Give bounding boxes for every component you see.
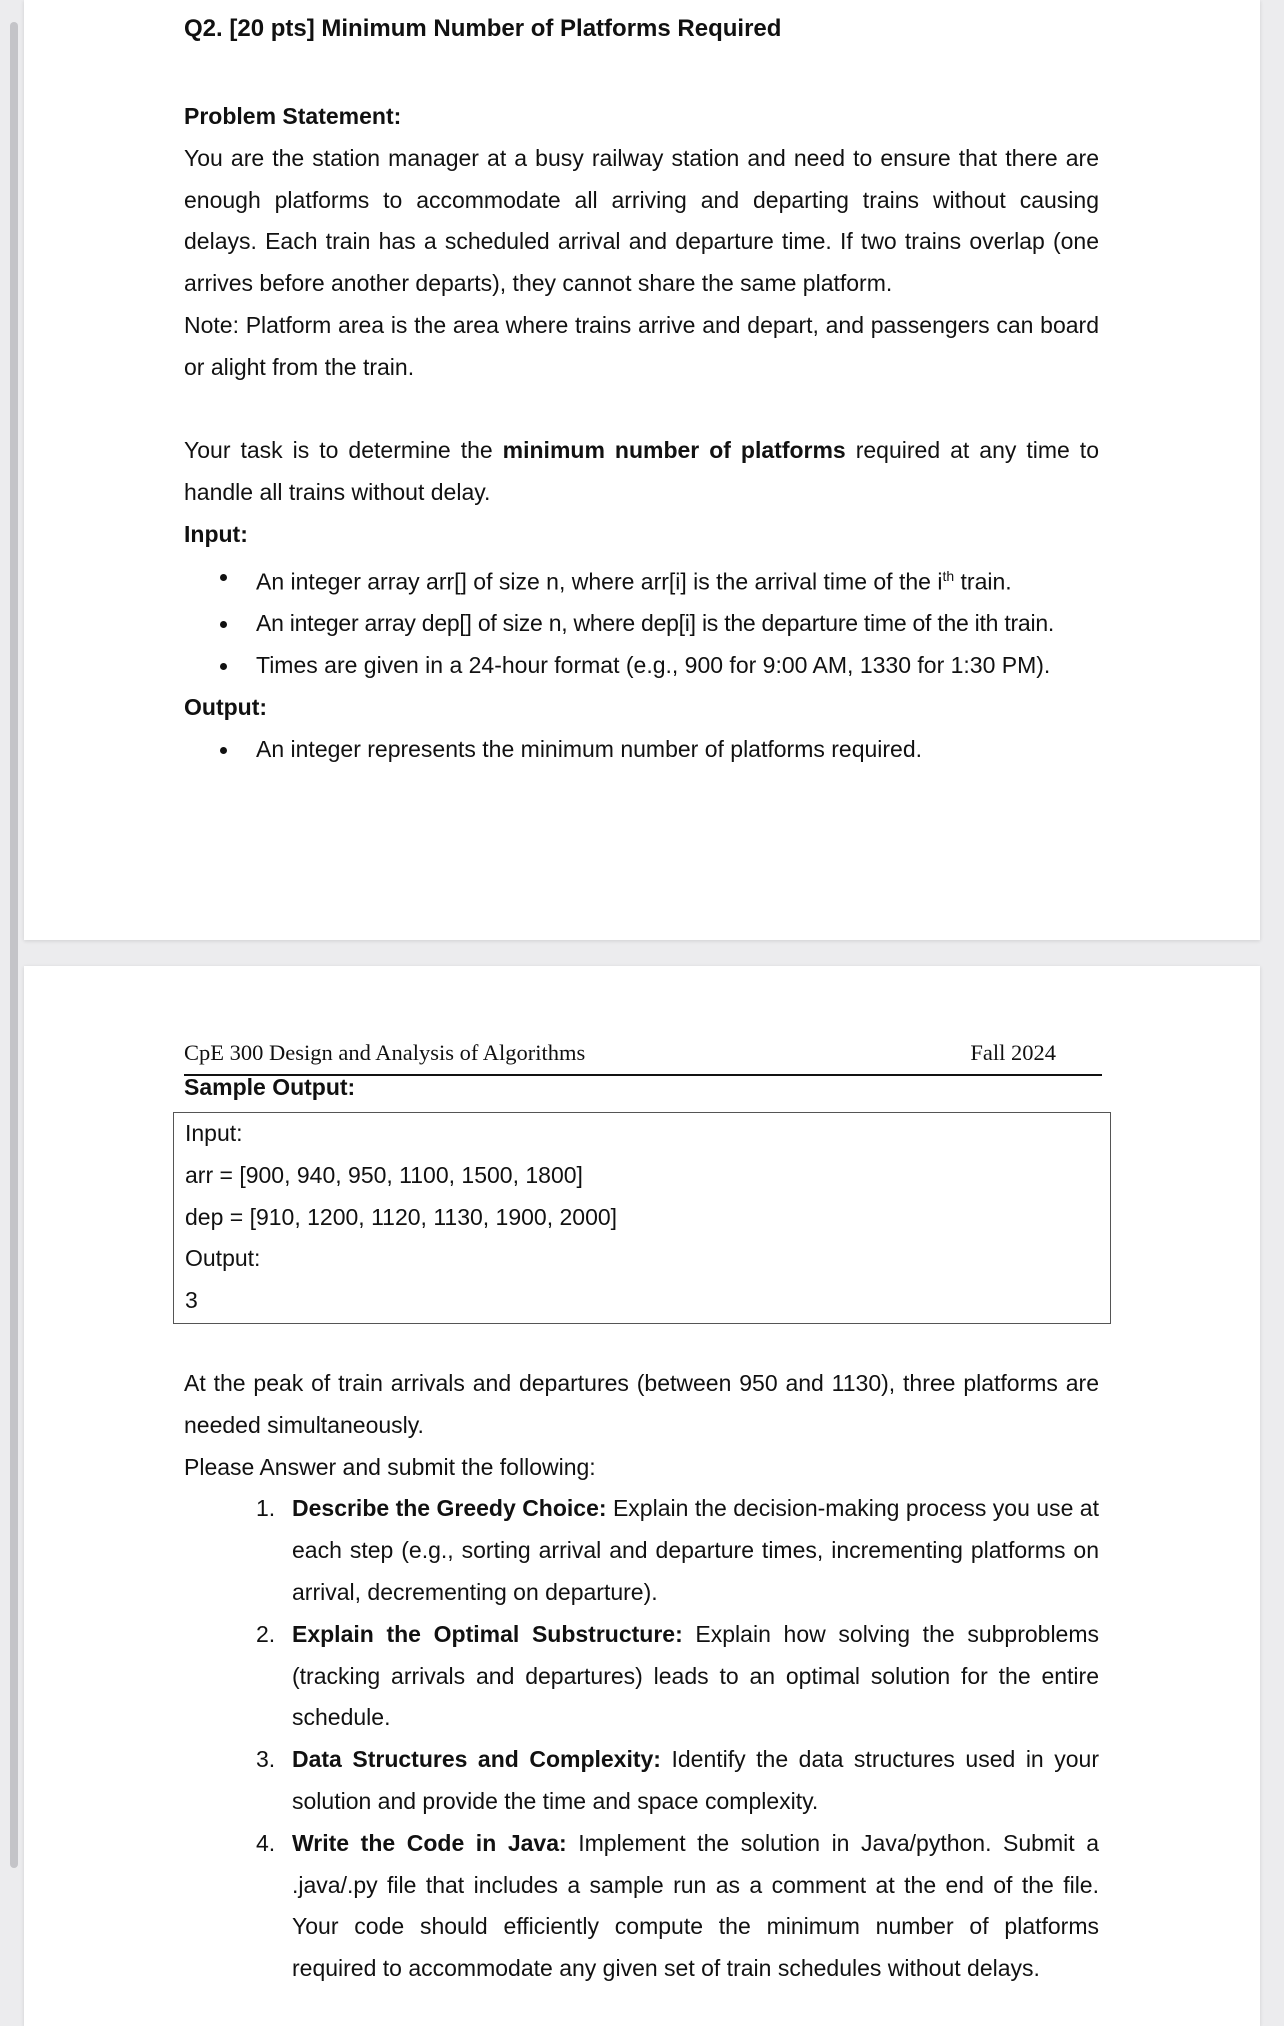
task-item-1 xyxy=(184,1488,1099,1613)
problem-statement-heading: Problem Statement: xyxy=(184,103,402,129)
sample-box xyxy=(173,1112,1111,1324)
task-prefix: Your task is to determine the xyxy=(184,437,503,464)
sample-output-heading: Sample Output: xyxy=(184,1074,356,1100)
input-heading: Input: xyxy=(184,520,248,547)
output-heading: Output: xyxy=(184,693,268,720)
input-bullet-2 xyxy=(184,603,1099,645)
term: Fall 2024 xyxy=(970,1040,1056,1065)
input-bullet-1 xyxy=(184,556,1099,603)
task-description: Identify the data structures used in your solution and provide the time and space complexity. xyxy=(292,1746,1099,1814)
bullet-icon xyxy=(220,574,227,581)
task-bold-label: Explain the Optimal Substructure: xyxy=(292,1620,683,1647)
sample-input-label: Input: xyxy=(185,1120,243,1146)
input-bullet-3-text: Times are given in a 24-hour format (e.g., 900 for 9:00 AM, 1330 for 1:30 PM). xyxy=(256,652,1051,679)
task-text xyxy=(292,1739,1099,1823)
task-list xyxy=(184,1488,1099,1990)
task-bold-label: Write the Code in Java: xyxy=(292,1829,567,1856)
task-bold: minimum number of platforms xyxy=(502,437,846,464)
task-number: 3. xyxy=(256,1746,276,1773)
output-bullet-list xyxy=(184,729,1099,771)
input-bullet-1-text: An integer array arr[] of size n, where arr[i] is the arrival time of the i xyxy=(256,568,943,595)
task-suffix: required at any time to handle all trains without delay. xyxy=(184,437,1099,506)
platform-note: Note: Platform area is the area where trains arrive and depart, and passengers can board or alight from the train. xyxy=(184,311,1099,380)
document-page-1 xyxy=(24,0,1260,940)
task-item-2 xyxy=(184,1614,1099,1739)
task-item-4 xyxy=(184,1823,1099,1990)
superscript-th: th xyxy=(942,567,955,584)
task-bold-label: Data Structures and Complexity: xyxy=(292,1746,661,1773)
question-title: Q2. [20 pts] Minimum Number of Platforms Required xyxy=(184,15,782,42)
document-page-2 xyxy=(24,966,1260,2026)
output-bullet-1-text: An integer represents the minimum number of platforms required. xyxy=(256,735,923,762)
task-text xyxy=(292,1823,1099,1990)
task-text xyxy=(292,1488,1099,1613)
sample-output-value: 3 xyxy=(185,1287,198,1314)
output-bullet-1 xyxy=(184,729,1099,771)
task-description: Explain the decision-making process you use at each step (e.g., sorting arrival and departure times, incrementing platforms on arrival, decrementing on departure). xyxy=(292,1495,1099,1605)
input-bullet-3 xyxy=(184,645,1099,687)
input-bullet-list xyxy=(184,556,1099,687)
task-number: 1. xyxy=(256,1495,276,1522)
task-item-3 xyxy=(184,1739,1099,1823)
task-text xyxy=(292,1614,1099,1739)
instructions-line: Please Answer and submit the following: xyxy=(184,1453,596,1480)
task-paragraph xyxy=(184,430,1099,514)
sample-arr-line: arr = [900, 940, 950, 1100, 1500, 1800] xyxy=(185,1161,583,1188)
input-bullet-1-suffix: train. xyxy=(954,568,1012,595)
bullet-icon xyxy=(220,621,227,628)
sample-dep-line: dep = [910, 1200, 1120, 1130, 1900, 2000] xyxy=(185,1203,618,1230)
task-number: 4. xyxy=(256,1829,276,1856)
sample-output-label: Output: xyxy=(185,1245,261,1272)
problem-paragraph: You are the station manager at a busy railway station and need to ensure that there are enough platforms to accommodate all arriving and departing trains without causing delays. Each train has a scheduled arrival and departure time. If two trains overlap (one arrives before another departs), they cannot share the same platform. xyxy=(184,144,1099,297)
task-number: 2. xyxy=(256,1620,276,1647)
task-bold-label: Describe the Greedy Choice: xyxy=(292,1495,607,1522)
bullet-icon xyxy=(220,747,227,754)
input-bullet-2-text: An integer array dep[] of size n, where dep[i] is the departure time of the ith train. xyxy=(256,610,1054,637)
scrollbar[interactable] xyxy=(10,22,18,1868)
task-description: Explain how solving the subproblems (tracking arrivals and departures) leads to an optimal solution for the entire schedule. xyxy=(292,1620,1099,1731)
course-name: CpE 300 Design and Analysis of Algorithms xyxy=(184,1040,586,1065)
bullet-icon xyxy=(220,663,227,670)
task-description: Implement the solution in Java/python. Submit a .java/.py file that includes a sample run as a comment at the end of the file. Your code should efficiently compute the minimum number of platforms required to accommodate any given set of train schedules without delays. xyxy=(292,1829,1099,1982)
explanation-paragraph: At the peak of train arrivals and departures (between 950 and 1130), three platforms are needed simultaneously. xyxy=(184,1370,1099,1438)
